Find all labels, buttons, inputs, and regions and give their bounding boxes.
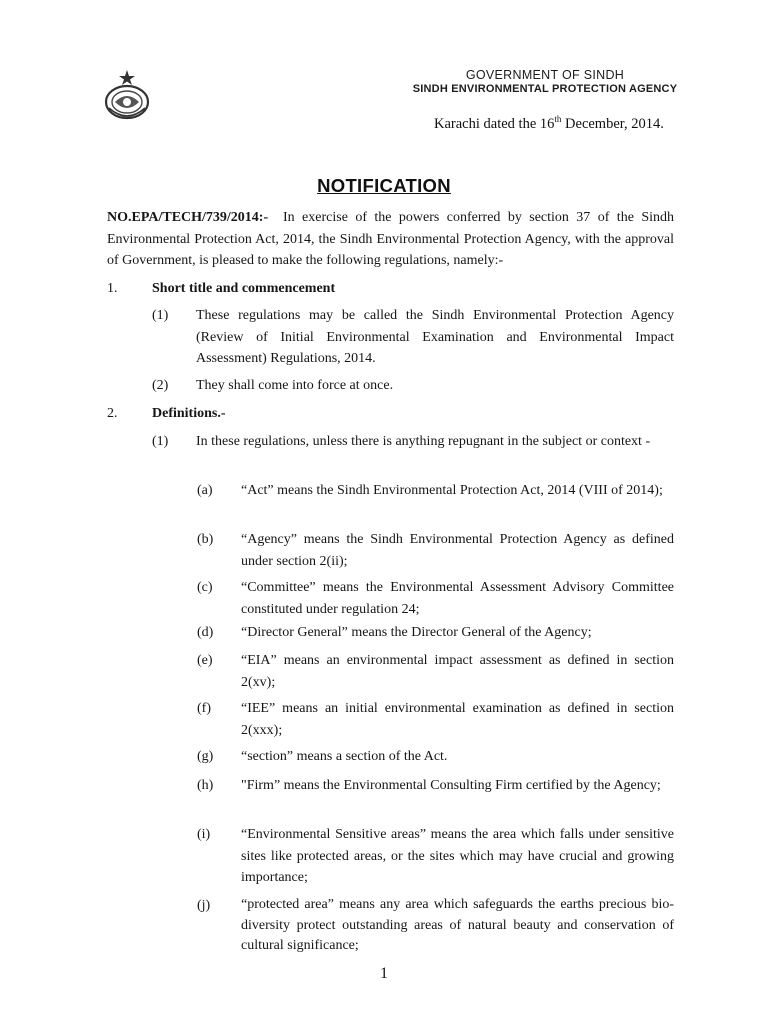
clause-text: They shall come into force at once. [196,378,394,393]
intro-text: In exercise of the powers conferred by section 37 of the Sindh Environmental Protection Act, 2014, the Sindh Environmental Protection Agency, with the approval of Government, is pleased to make the following regulations, namely:- [107,210,675,268]
definition-text: "Firm” means the Environmental Consulting Firm certified by the Agency; [241,778,661,793]
section-number: 2. [107,406,118,421]
definition-letter: (a) [197,483,213,498]
definition-letter: (f) [197,701,211,716]
clause-text: In these regulations, unless there is anything repugnant in the subject or context - [196,434,651,449]
date-ordinal: th [554,114,562,124]
agency-heading: SINDH ENVIRONMENTAL PROTECTION AGENCY [412,83,678,95]
date-suffix: December, 2014. [561,115,664,132]
definition-letter: (g) [197,749,214,764]
page-title: NOTIFICATION [317,175,451,196]
definition-text: “Act” means the Sindh Environmental Protection Act, 2014 (VIII of 2014); [241,483,663,498]
definition-letter: (e) [197,653,213,668]
definition-letter: (h) [197,778,214,793]
definition-text: “protected area” means any area which safeguards the earths precious bio-diversity protect outstanding areas of natural beauty and conservation of cultural significance; [241,897,674,953]
date-prefix: Karachi dated the 16 [434,115,555,132]
definition-text: “Director General” means the Director General of the Agency; [241,625,592,640]
notification-date [434,114,664,133]
definition-letter: (d) [197,625,214,640]
section-number: 1. [107,281,118,296]
government-heading: GOVERNMENT OF SINDH [465,68,625,82]
section-heading: Definitions.- [152,406,226,421]
definition-letter: (c) [197,580,213,595]
definition-letter: (b) [197,532,214,547]
government-seal-logo [103,68,151,120]
definition-text: “Environmental Sensitive areas” means the area which falls under sensitive sites like protected areas, or the sites which may have crucial and growing importance; [241,827,674,885]
definition-text: “EIA” means an environmental impact assessment as defined in section 2(xv); [241,653,674,690]
clause-number: (1) [152,308,169,323]
clause-number: (2) [152,378,169,393]
clause-text: These regulations may be called the Sindh Environmental Protection Agency (Review of Initial Environmental Examination and Environmental Impact Assessment) Regulations, 2014. [196,308,674,366]
page-number: 1 [380,965,388,982]
definition-text: “IEE” means an initial environmental examination as defined in section 2(xxx); [241,701,674,738]
definition-letter: (j) [197,898,211,913]
clause-number: (1) [152,434,169,449]
section-heading: Short title and commencement [152,281,336,296]
definition-letter: (i) [197,827,211,842]
reference-number: NO.EPA/TECH/739/2014:- [107,210,269,225]
definition-text: “Agency” means the Sindh Environmental Protection Agency as defined under section 2(ii); [241,532,674,569]
intro-paragraph [107,207,674,272]
definition-text: “Committee” means the Environmental Assessment Advisory Committee constituted under regulation 24; [241,580,674,617]
definition-text: “section” means a section of the Act. [241,749,448,764]
